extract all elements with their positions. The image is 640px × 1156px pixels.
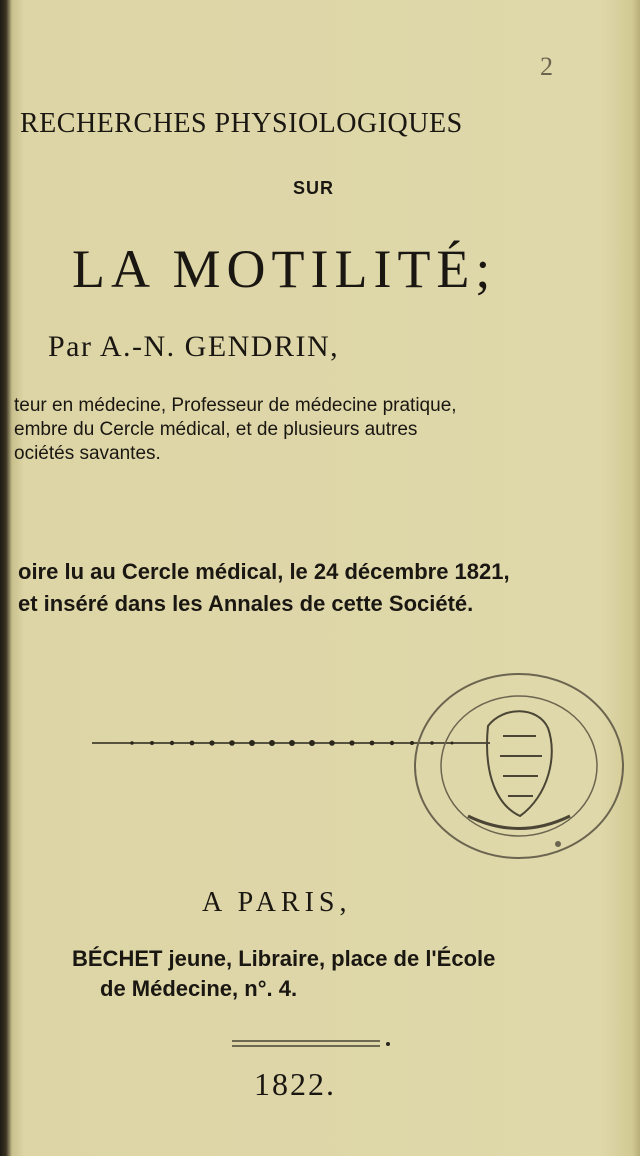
- title-sur: SUR: [293, 178, 335, 198]
- memoir-line-1: oire lu au Cercle médical, le 24 décembre 1821,: [18, 559, 510, 584]
- publisher-line-1: BÉCHET jeune, Libraire, place de l'École: [72, 946, 496, 971]
- imprint-place: A PARIS,: [202, 887, 352, 918]
- library-stamp-seal: [408, 666, 630, 866]
- publisher-line-2: de Médecine, n°. 4.: [100, 976, 298, 1001]
- double-rule-divider: [232, 1038, 392, 1050]
- author-line: Par A.-N. GENDRIN,: [48, 330, 340, 363]
- shelfmark-number: 2: [540, 52, 553, 81]
- title-line-2: LA MOTILITÉ;: [72, 239, 497, 299]
- credentials-line-2: embre du Cercle médical, et de plusieurs autres: [14, 419, 418, 440]
- credentials-line-3: ociétés savantes.: [14, 443, 161, 464]
- imprint-publisher: [72, 944, 632, 1004]
- imprint-year: 1822.: [254, 1066, 336, 1102]
- author-credentials: [14, 394, 634, 466]
- title-line-1: RECHERCHES PHYSIOLOGIQUES: [20, 108, 463, 139]
- memoir-note: [18, 556, 638, 620]
- credentials-line-1: teur en médecine, Professeur de médecine pratique,: [14, 395, 457, 416]
- memoir-line-2: et inséré dans les Annales de cette Société.: [18, 591, 474, 616]
